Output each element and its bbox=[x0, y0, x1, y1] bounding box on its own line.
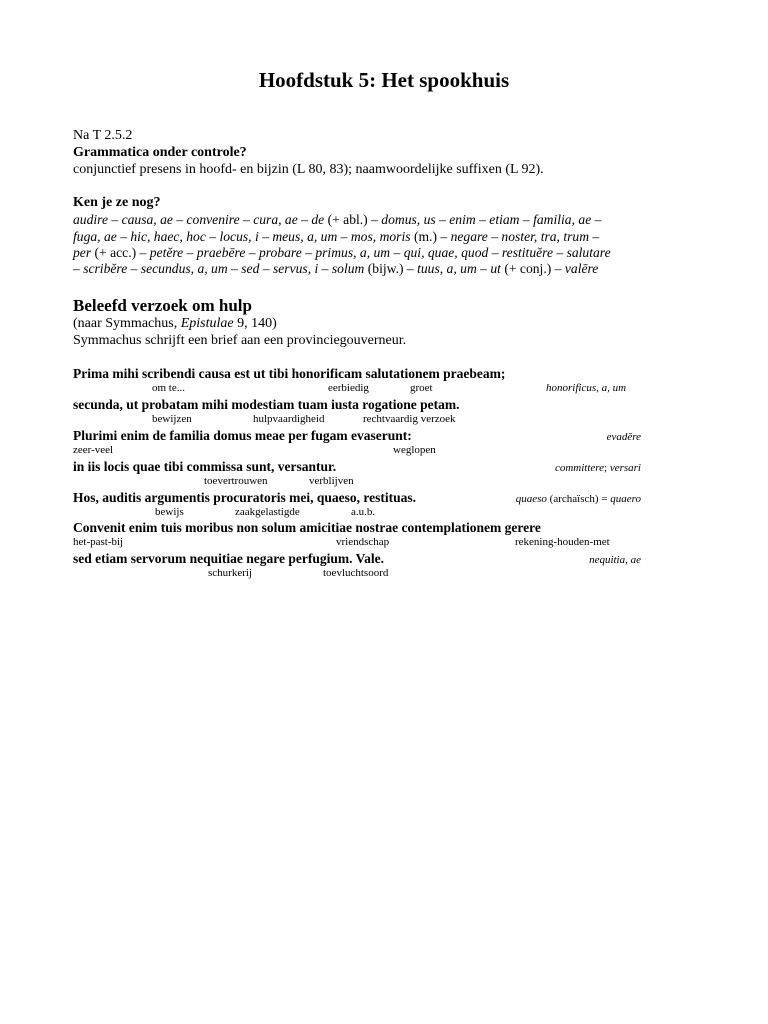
latin-line: sed etiam servorum nequitiae negare perfugium. Vale. bbox=[73, 551, 384, 566]
grammar-text: conjunctief presens in hoofd- en bijzin (L 80, 83); naamwoordelijke suffixen (L 92). bbox=[73, 162, 544, 177]
latin-line: Prima mihi scribendi causa est ut tibi honorificam salutationem praebeam; bbox=[73, 366, 506, 381]
review-fragment: per bbox=[73, 245, 92, 260]
review-fragment: (bijw.) – bbox=[364, 261, 418, 276]
review-fragment: negare – noster, tra, trum – bbox=[450, 229, 600, 244]
gloss: zeer-veel bbox=[73, 444, 114, 456]
gloss: hulpvaardigheid bbox=[253, 413, 325, 425]
review-fragment: fuga, ae – hic, haec, hoc – locus, i – meus, a, um – mos, moris bbox=[73, 229, 411, 244]
margin-note: evadĕre bbox=[606, 431, 641, 443]
margin-note-fragment: versari bbox=[609, 462, 641, 474]
gloss: zaakgelastigde bbox=[235, 506, 300, 518]
review-fragment: valēre bbox=[564, 261, 599, 276]
gloss: toevertrouwen bbox=[204, 475, 268, 487]
grammar-heading: Grammatica onder controle? bbox=[73, 145, 247, 160]
margin-note bbox=[555, 462, 641, 474]
gloss: rekening-houden-met bbox=[515, 536, 610, 548]
latin-line: Plurimi enim de familia domus meae per fugam evaserunt: bbox=[73, 428, 412, 443]
gloss: om te... bbox=[152, 382, 185, 394]
review-heading: Ken je ze nog? bbox=[73, 195, 161, 210]
gloss: vriendschap bbox=[336, 536, 390, 548]
section-source: (naar Symmachus, Epistulae 9, 140) bbox=[73, 316, 277, 331]
margin-note-fragment: ; bbox=[604, 462, 610, 474]
latin-line: in iis locis quae tibi commissa sunt, versantur. bbox=[73, 459, 337, 474]
review-line bbox=[73, 212, 698, 228]
reference: Na T 2.5.2 bbox=[73, 128, 133, 143]
gloss: bewijs bbox=[155, 506, 184, 518]
review-line bbox=[73, 245, 698, 261]
gloss: het-past-bij bbox=[73, 536, 124, 548]
review-fragment: – scribĕre – secundus, a, um – sed – servus, i – solum bbox=[73, 261, 365, 276]
gloss: toevluchtsoord bbox=[323, 567, 389, 579]
latin-line: Convenit enim tuis moribus non solum amicitiae nostrae contemplationem gerere bbox=[73, 520, 541, 535]
margin-note bbox=[516, 493, 641, 505]
section-description: Symmachus schrijft een brief aan een provinciegouverneur. bbox=[73, 333, 407, 348]
gloss: bewijzen bbox=[152, 413, 192, 425]
review-fragment: (+ acc.) – bbox=[91, 245, 150, 260]
latin-line: Hos, auditis argumentis procuratoris mei, quaeso, restituas. bbox=[73, 490, 417, 505]
gloss: schurkerij bbox=[208, 567, 252, 579]
gloss: eerbiedig bbox=[328, 382, 369, 394]
page-title: Hoofdstuk 5: Het spookhuis bbox=[258, 68, 510, 92]
review-fragment: domus, us – enim – etiam – familia, ae – bbox=[381, 212, 602, 227]
section-heading: Beleefd verzoek om hulp bbox=[73, 296, 252, 315]
gloss: honorificus, a, um bbox=[546, 382, 627, 394]
gloss: verblijven bbox=[309, 475, 354, 487]
review-fragment: (+ conj.) – bbox=[500, 261, 565, 276]
latin-line: secunda, ut probatam mihi modestiam tuam iusta rogatione petam. bbox=[73, 397, 460, 412]
gloss: rechtvaardig verzoek bbox=[363, 413, 456, 425]
margin-note-fragment: quaeso bbox=[515, 493, 547, 505]
gloss: a.u.b. bbox=[351, 506, 376, 518]
review-fragment: (m.) – bbox=[410, 229, 451, 244]
gloss: groet bbox=[410, 382, 433, 394]
review-fragment: tuus, a, um – ut bbox=[417, 261, 501, 276]
gloss: weglopen bbox=[393, 444, 436, 456]
margin-note-fragment: committere bbox=[554, 462, 605, 474]
review-fragment: audire – causa, ae – convenire – cura, ae – de bbox=[73, 212, 325, 227]
margin-note: nequitia, ae bbox=[589, 554, 641, 566]
review-fragment: petĕre – praebēre – probare – primus, a, um – qui, quae, quod – restituĕre – salutare bbox=[149, 245, 611, 260]
margin-note-fragment: quaero bbox=[610, 493, 641, 505]
review-fragment: (+ abl.) – bbox=[324, 212, 382, 227]
review-line bbox=[73, 229, 698, 245]
margin-note-fragment: (archaïsch) = bbox=[546, 493, 611, 505]
review-line bbox=[73, 261, 698, 277]
